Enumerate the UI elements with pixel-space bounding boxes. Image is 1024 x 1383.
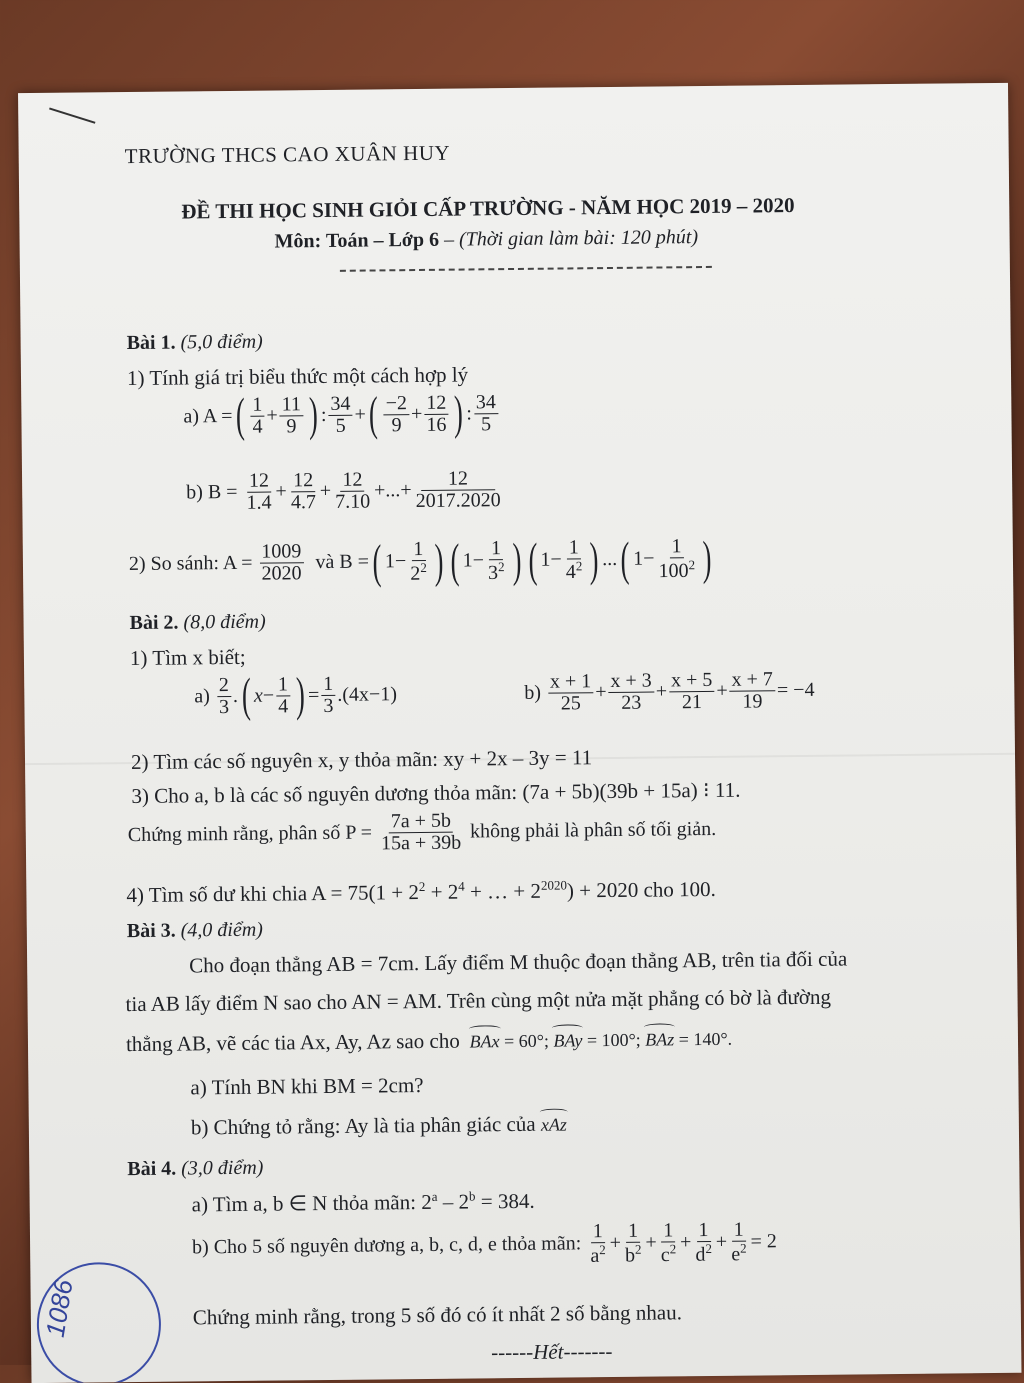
exam-paper	[18, 83, 1021, 1383]
bai2-heading	[129, 611, 265, 635]
bai2-q1: 1) Tìm x biết;	[129, 644, 246, 671]
bai2-q2: 2) Tìm các số nguyên x, y thỏa mãn: xy + 2x – 3y = 11	[130, 745, 593, 775]
bai1-compare: 2) So sánh: A = $\frac{1009}{2020}$ và B = ( 1− $\frac{1}{2^2}$ ) ( 1− $\frac{1}{3^2}$ ) ( 1− $\frac{1}{4^2}$ ) ... ( 1− $\frac{1}{100^2}$ )	[128, 531, 712, 589]
bai4-b-post: = 2	[750, 1230, 777, 1253]
bai4-points: (3,0 điểm)	[181, 1156, 264, 1180]
bai3-p3-pre: thẳng AB, vẽ các tia Ax, Ay, Az sao cho	[125, 1028, 460, 1057]
bai3-p1: Cho đoạn thẳng AB = 7cm. Lấy điểm M thuộc đoạn thẳng AB, trên tia đối của	[189, 946, 848, 978]
bai1-b-label: b) B =	[186, 480, 238, 504]
pen-mark	[49, 107, 95, 123]
bai3-p2: tia AB lấy điểm N sao cho AN = AM. Trên cùng một nửa mặt phẳng có bờ là đường	[125, 984, 832, 1017]
exam-subject	[274, 226, 698, 253]
end-marker: ------Hết-------	[491, 1339, 613, 1365]
bai4-b: b) Cho 5 số nguyên dương a, b, c, d, e thỏa mãn: $\frac{1}{a^2}$ + $\frac{1}{b^2}$ + $\frac{1}{c^2}$ + $\frac{1}{d^2}$ + $\frac{1}{e^2}$ = 2	[192, 1218, 777, 1267]
time-limit: – (Thời gian làm bài: 120 phút)	[443, 226, 699, 251]
bai1-expr-a: a) A = ( $\frac{1}{4}$ + $\frac{11}{9}$ ) : $\frac{34}{5}$ + ( $\frac{-2}{9}$ + $\frac{12}{16}$ ) : $\frac{34}{5}$	[183, 392, 500, 438]
bai2-q3-proof: Chứng minh rằng, phân số P = $\frac{7a + 5b}{15a + 39b}$ không phải là phân số tối giản.	[127, 809, 717, 855]
exam-title: ĐỀ THI HỌC SINH GIỎI CẤP TRƯỜNG - NĂM HỌC 2019 – 2020	[181, 193, 795, 224]
bai2-title: Bài 2.	[129, 611, 179, 635]
bai4-title: Bài 4.	[127, 1157, 177, 1181]
bai1-title: Bài 1.	[126, 331, 176, 355]
bai3-a: a) Tính BN khi BM = 2cm?	[190, 1072, 424, 1100]
bai2-b-label: b)	[524, 681, 542, 704]
bai4-c: Chứng minh rằng, trong 5 số đó có ít nhất 2 số bằng nhau.	[192, 1300, 683, 1330]
bai4-a: a) Tìm a, b ∈ N thỏa mãn: 2$^a$ – 2$^b$ = 384.	[191, 1188, 535, 1217]
bai3-points: (4,0 điểm)	[180, 918, 264, 942]
bai2-a-label: a)	[194, 685, 211, 708]
bai1-q2-label: 2) So sánh: A =	[128, 552, 253, 576]
bai2-eq-a: a) $\frac{2}{3}$ . ( x − $\frac{1}{4}$ ) = $\frac{1}{3}$ .(4x−1)	[194, 668, 398, 723]
bai3-b-pre: b) Chứng tỏ rằng: Ay là tia phân giác của	[190, 1111, 536, 1140]
bai2-q4-pre: 4) Tìm số dư khi chia A = 75(1 + 2	[126, 880, 420, 908]
bai2-points: (8,0 điểm)	[183, 610, 266, 634]
bai3-heading	[127, 919, 263, 943]
header-divider	[340, 266, 712, 272]
bai1-heading	[127, 331, 263, 355]
bai2-q3b-pre: Chứng minh rằng, phân số P =	[127, 821, 373, 847]
bai1-expr-b: b) B = $\frac{12}{1.4}$ + $\frac{12}{4.7}$ + $\frac{12}{7.10}$ +...+ $\frac{12}{2017.2020}$	[186, 467, 501, 514]
bai4-a-pre: a) Tìm a, b ∈ N thỏa mãn: 2	[191, 1189, 432, 1217]
bai2-q3: 3) Cho a, b là các số nguyên dương thỏa mãn: (7a + 5b)(39b + 15a) ⁝ 11.	[131, 777, 741, 809]
bai4-a-post: = 384.	[480, 1188, 535, 1214]
bai2-q3b-post: không phải là phân số tối giản.	[469, 817, 717, 843]
bai2-eq-b: b) $\frac{x + 1}{25}$ + $\frac{x + 3}{23}$ + $\frac{x + 5}{21}$ + $\frac{x + 7}{19}$ = −4	[524, 668, 815, 715]
bai3-p3: thẳng AB, vẽ các tia Ax, Ay, Az sao cho BAx = 60°; BAy = 100°; BAz = 140°.	[125, 1028, 733, 1057]
bai4-b-pre: b) Cho 5 số nguyên dương a, b, c, d, e thỏa mãn:	[192, 1232, 582, 1259]
subject-label: Môn: Toán – Lớp 6	[274, 228, 440, 253]
bai1-q2-and: và B =	[315, 550, 370, 574]
bai4-heading	[127, 1157, 263, 1181]
bai3-b: b) Chứng tỏ rằng: Ay là tia phân giác của xAz	[190, 1111, 567, 1140]
stamp-number: 1086	[39, 1277, 79, 1340]
bai2-q4-post: + 2020 cho 100.	[579, 876, 716, 903]
bai1-q1: 1) Tính giá trị biểu thức một cách hợp lý	[126, 362, 469, 391]
bai1-points: (5,0 điểm)	[180, 330, 263, 354]
school-name: TRƯỜNG THCS CAO XUÂN HUY	[124, 140, 451, 169]
bai2-q4: 4) Tìm số dư khi chia $A = 75(1 + 2^2 + 2^4$ + … + $2^{2020}) + 2020$ cho 100.	[126, 876, 716, 908]
bai3-title: Bài 3.	[126, 919, 176, 943]
bai1-a-label: a) A =	[183, 404, 233, 428]
